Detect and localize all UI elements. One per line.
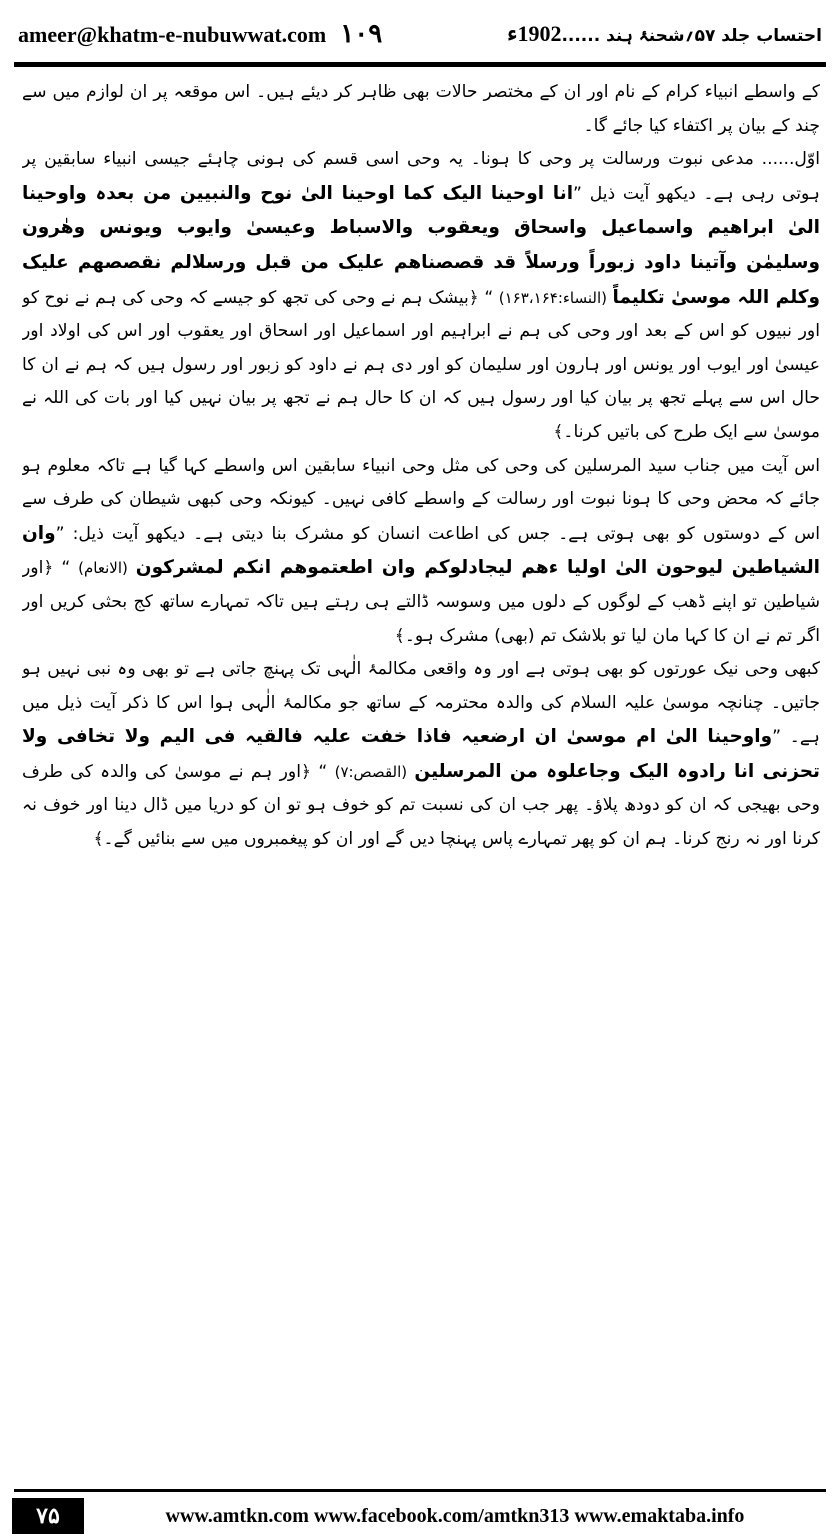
- quran-verse: وان الشیاطین لیوحون الیٰ اولیا ءھم لیجادلوکم وان اطعتموھم انکم لمشرکون: [22, 522, 820, 579]
- title-separator: ؍: [684, 26, 695, 46]
- header-dots: ......: [561, 26, 601, 46]
- paragraph-text: اس آیت میں جناب سید المرسلین کی وحی کی مثل وحی انبیاء سابقین اس واسطے کہا گیا ہے تاکہ معلوم ہو جائے کہ محض وحی کا ہونا نبوت اور رسالت کے واسطے کافی نہیں۔ کیونکہ وحی کبھی شیطان کی طرف سے اس کے دوستوں کو بھی ہوتی ہے۔ جس کی اطاعت انسان کو مشرک بنا دیتی ہے۔ دیکھو آیت ذیل: ”: [22, 455, 820, 544]
- paragraph: [22, 143, 820, 449]
- header-rule: [14, 62, 826, 67]
- paragraph-text: اوّل...... مدعی نبوت ورسالت پر وحی کا ہونا۔ یہ وحی اسی قسم کی ہونی چاہئے جیسی انبیاء سابقین پر ہوتی رہی ہے۔ دیکھو آیت ذیل ”: [22, 149, 820, 204]
- header-left: [18, 19, 382, 49]
- header-year: 1902ء: [507, 21, 562, 46]
- paragraph: کے واسطے انبیاء کرام کے نام اور ان کے مختصر حالات بھی ظاہر کر دیئے ہیں۔ اس موقعہ پر ان لوازم میں سے چند کے بیان پر اکتفاء کیا جائے گا۔: [22, 82, 820, 136]
- footer-page-number: ۷۵: [12, 1498, 84, 1534]
- verse-translation: “ ﴿بیشک ہم نے وحی کی تجھ کو جیسے کہ وحی کی ہم نے نوح کو اور نبیوں کو اس کے بعد اور وحی کی ہم نے ابراہیم اور اسماعیل اور اسحاق اور یعقوب اور اس کی اولاد اور عیسیٰ اور ایوب اور یونس اور ہارون اور سلیمان کو اور دی ہم نے داود کو زبور اور رسول ہیں کہ ہم نے ان کا حال اس سے پہلے تجھ پر بیان کیا اور رسول ہیں کہ ان کا حال ہم نے تجھ پر بیان نہیں کیا اور بات کی اللہ نے موسیٰ سے ایک طرح کی باتیں کرنا۔﴾: [22, 287, 820, 442]
- footer-rule: [14, 1489, 826, 1492]
- page-body: [22, 76, 820, 1470]
- quran-verse: واوحینا الیٰ ام موسیٰ ان ارضعیہ فاذا خفت علیہ فالقیہ فی الیم ولا تخافی ولا تحزنی انا رادوہ الیک وجاعلوہ من المرسلین: [22, 726, 820, 782]
- verse-translation: “ ﴿اور ہم نے موسیٰ کی والدہ کی طرف وحی بھیجی کہ ان کو دودھ پلاؤ۔ پھر جب ان کی نسبت تم کو خوف ہو تو ان کو دریا میں ڈال دینا اور خوف نہ کرنا اور نہ رنج کرنا۔ ہم ان کو پھر تمہارے پاس پہنچا دیں گے اور ان کو پیغمبروں میں سے بنائیں گے۔﴾: [22, 761, 820, 850]
- footer-urls: www.amtkn.com www.facebook.com/amtkn313 www.emaktaba.info: [165, 1504, 745, 1527]
- header-page-number: ۱۰۹: [340, 19, 383, 49]
- verse-reference: (القصص:۷): [334, 762, 408, 781]
- paragraph-text: کبھی وحی نیک عورتوں کو بھی ہوتی ہے اور وہ واقعی مکالمۂ الٰہی تک پہنچ جاتی ہے تو بھی وہ نبی نہیں ہو جاتیں۔ چنانچہ موسیٰ علیہ السلام کی والدہ محترمہ کے ساتھ جو مکالمۂ الٰہی ہوا اس کا ذکر آیت ذیل میں ہے۔ ”: [22, 659, 820, 748]
- verse-reference: (النساء:۱۶۳،۱۶۴): [498, 288, 607, 307]
- verse-translation: “ ﴿اور شیاطین تو اپنے ڈھب کے لوگوں کے دلوں میں وسوسہ ڈالتے ہی رہتے ہیں تاکہ تمہارے ساتھ کج بحثی کریں اور اگر تم نے ان کا کہا مان لیا تو بلاشک تم (بھی) مشرک ہو۔﴾: [22, 558, 820, 646]
- page-header: [18, 14, 822, 54]
- header-email: ameer@khatm-e-nubuwwat.com: [18, 22, 327, 47]
- page-footer: [12, 1496, 826, 1536]
- quran-verse: انا اوحینا الیک کما اوحینا الیٰ نوح والنبیین من بعدہ واوحینا الیٰ ابراھیم واسماعیل واسحاق ویعقوب والاسباط وعیسیٰ وایوب ویونس وھٰرون وسلیمٰن وآتینا داود زبوراً ورسلاً قد قصصناھم علیک من قبل ورسلالم نقصصھم علیک وکلم اللہ موسیٰ تکلیماً: [22, 182, 820, 308]
- header-title: [507, 21, 822, 47]
- book-title: احتساب جلد ۵۷: [694, 26, 822, 46]
- verse-reference: (الانعام): [78, 559, 128, 578]
- book-subtitle: شحنۂ ہند: [606, 26, 685, 46]
- paragraph: [22, 450, 820, 654]
- paragraph: [22, 653, 820, 857]
